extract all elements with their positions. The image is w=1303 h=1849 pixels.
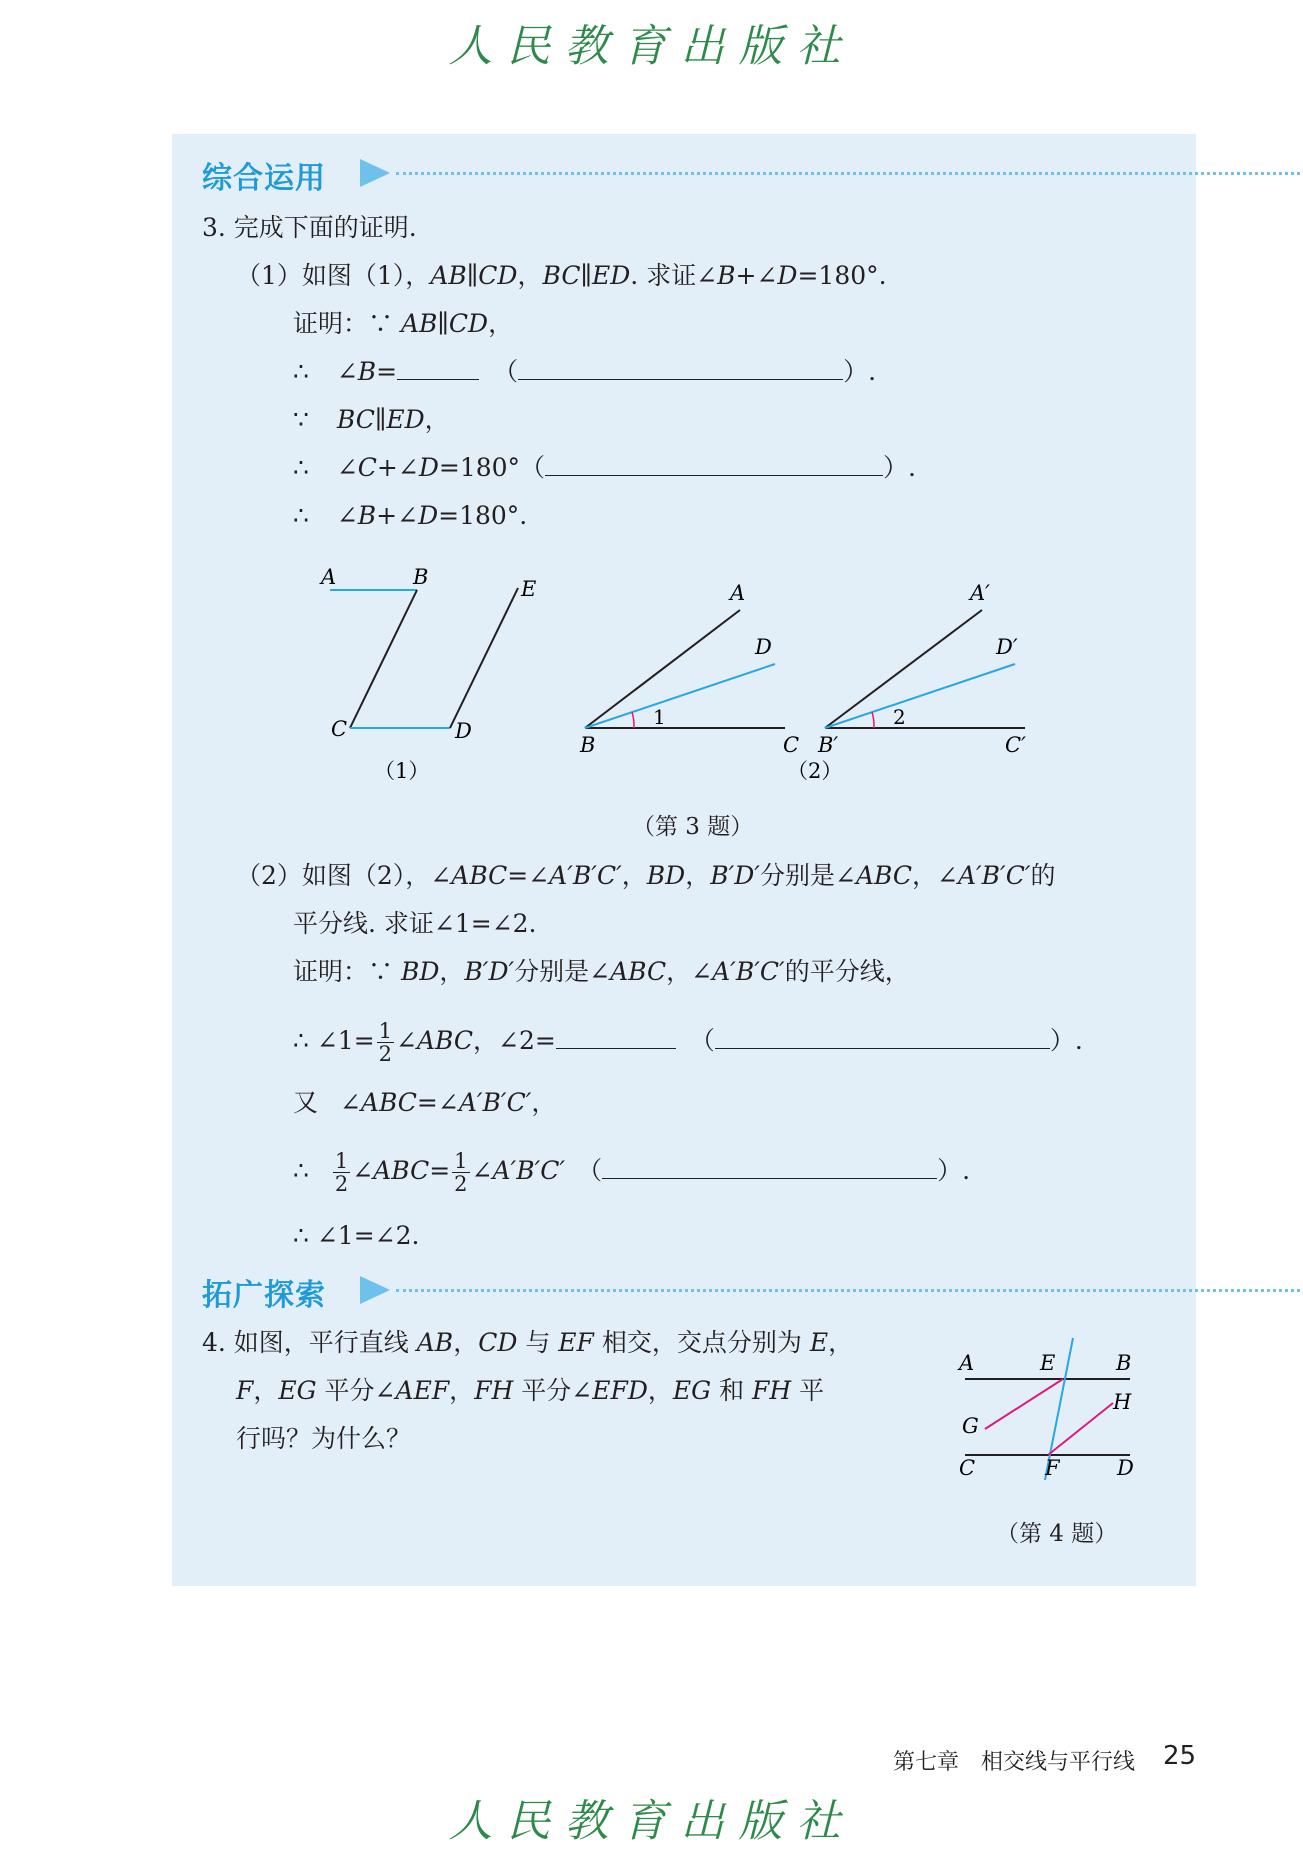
label: F [1045,1456,1060,1480]
dotted-rule [396,1289,1303,1292]
arrow-icon [360,159,390,187]
q4-line1: 4. 如图，平行直线 AB，CD 与 EF 相交，交点分别为 E， [202,1328,854,1357]
chapter-footer: 第七章 相交线与平行线 [893,1750,1136,1775]
reason-blank[interactable] [545,453,883,476]
section-header-apply [202,153,1198,196]
q4-figure [945,1330,1145,1480]
q3-p2-stem-cont: 平分线. 求证∠1=∠2. [293,909,537,938]
label: B′ [818,733,839,757]
label: E [521,577,537,601]
label: C′ [1005,733,1026,757]
section-title: 综合运用 [202,161,326,196]
label: H [1113,1390,1132,1414]
label: G [962,1414,979,1438]
answer-blank[interactable] [556,1026,676,1049]
publisher-logo-top: 人民教育出版社 [448,21,855,72]
q3-p1-line1: 证明：∵ AB∥CD， [293,309,514,338]
q3-p2-line2: ∴ ∠1= $\frac{1}{2}$ ∠ABC，∠2= （ ）. [293,1019,1083,1066]
page-number: 25 [1163,1741,1197,1771]
q3-p1-line2: ∴ ∠B= （ ）. [293,357,877,386]
q3-p2-line1: 证明：∵ BD，B′D′分别是∠ABC，∠A′B′C′的平分线， [293,957,910,986]
label: E [1040,1351,1056,1375]
answer-blank[interactable] [397,357,479,380]
label: C [959,1456,976,1480]
reason-blank[interactable] [518,357,843,380]
label: C [783,733,800,757]
q3-p1-stem: （1）如图（1），AB∥CD，BC∥ED. 求证∠B+∠D=180°. [236,261,887,290]
label: D [1117,1456,1134,1480]
q3-p2-line3: 又 ∠ABC=∠A′B′C′， [293,1088,557,1117]
label: C [331,717,348,741]
section-title: 拓广探索 [202,1278,326,1313]
q4-line3: 行吗？为什么？ [236,1424,412,1453]
label: A [730,581,746,605]
q3-title: 3. 完成下面的证明. [202,213,417,242]
label: A [321,565,337,589]
figure-caption: （1） [374,759,430,783]
reason-blank[interactable] [715,1026,1050,1049]
publisher-logo-bottom: 人民教育出版社 [448,1796,855,1847]
angle-label: 2 [893,705,906,729]
section-header-explore [202,1270,1198,1313]
q3-p2-line5: ∴ ∠1=∠2. [293,1221,420,1250]
label: A [959,1351,975,1375]
q3-p1-line3: ∵ BC∥ED， [293,405,450,434]
dotted-rule [396,172,1303,175]
figure-2 [579,581,799,757]
q3-figures [300,560,1060,810]
figure-3 [787,581,1026,783]
q3-p1-line5: ∴ ∠B+∠D=180°. [293,501,528,530]
label: B [413,565,429,589]
label: B [580,733,596,757]
fraction: $\frac{1}{2}$ [378,1019,393,1066]
q3-p1-line4: ∴ ∠C+∠D=180°（ ）. [293,453,916,482]
q3-p2-stem: （2）如图（2），∠ABC=∠A′B′C′，BD，B′D′分别是∠ABC，∠A′B′C′的 [236,861,1056,890]
angle-label: 1 [653,705,666,729]
label: D [755,635,772,659]
label: D [455,719,472,743]
figure-caption-q4: （第 4 题） [996,1521,1118,1547]
q3-p2-line4: ∴ $\frac{1}{2}$ ∠ABC= $\frac{1}{2}$ ∠A′B′C′ （ ）. [293,1149,971,1196]
figure-caption-q3: （第 3 题） [632,814,754,840]
figure-1 [319,565,536,783]
fraction: $\frac{1}{2}$ [334,1149,349,1196]
label: B [1116,1351,1132,1375]
q4-line2: F，EG 平分∠AEF，FH 平分∠EFD，EG 和 FH 平 [236,1376,825,1405]
label: D′ [996,635,1018,659]
reason-blank[interactable] [602,1156,937,1179]
fraction: $\frac{1}{2}$ [454,1149,468,1196]
label: A′ [970,581,990,605]
figure-caption: （2） [787,759,843,783]
arrow-icon [360,1276,390,1304]
